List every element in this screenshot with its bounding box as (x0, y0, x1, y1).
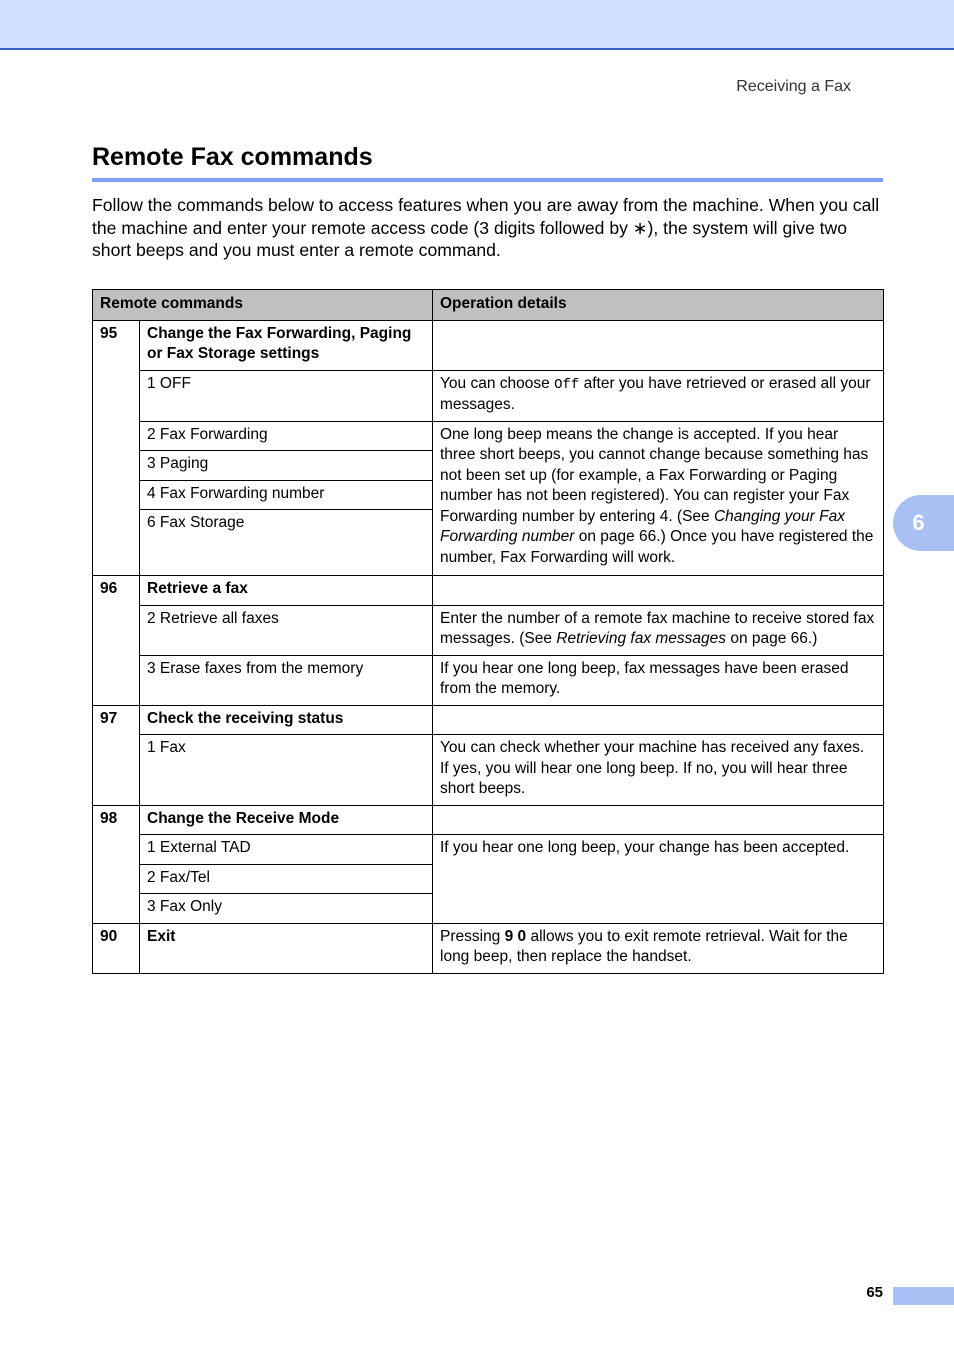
details-text: allows you to exit remote retrieval. Wait for the long beep, then replace the handset. (440, 927, 848, 965)
details-text: Pressing (440, 927, 505, 945)
key-sequence: 9 0 (504, 927, 527, 945)
page-number-band (893, 1287, 954, 1305)
command-title: Check the receiving status (140, 705, 433, 735)
table-row (93, 421, 884, 451)
table-row (93, 655, 884, 705)
command-title: Exit (140, 923, 433, 973)
table-row (93, 735, 884, 806)
details-cell: You can check whether your machine has received any faxes. If yes, you will hear one long beep. If no, you will hear three short beeps. (433, 735, 884, 806)
command-title: Change the Fax Forwarding, Paging or Fax Storage settings (140, 320, 433, 370)
command-title: Retrieve a fax (140, 576, 433, 606)
details-cell: If you hear one long beep, your change has been accepted. (433, 835, 884, 924)
details-text: on page 66.) (726, 630, 818, 647)
command-option: 1 External TAD (140, 835, 433, 865)
command-code: 98 (93, 805, 140, 923)
command-title: Change the Receive Mode (140, 805, 433, 835)
command-option: 6 Fax Storage (140, 510, 433, 576)
command-code: 95 (93, 320, 140, 576)
intro-paragraph: Follow the commands below to access features when you are away from the machine. When you call the machine and enter your remote access code (3 digits followed by ∗), the system will give two short beeps and you must enter a remote command. (92, 195, 880, 260)
table-row (93, 605, 884, 655)
cross-reference: Retrieving fax messages (556, 630, 727, 647)
command-option: 3 Erase faxes from the memory (140, 655, 433, 705)
cross-reference: Changing your Fax Forwarding number (440, 507, 845, 545)
table-row (93, 805, 884, 835)
details-cell (433, 705, 884, 735)
details-cell (433, 370, 884, 421)
details-cell (433, 576, 884, 606)
command-option: 2 Fax Forwarding (140, 421, 433, 451)
details-cell (433, 805, 884, 835)
header-remote-commands: Remote commands (93, 290, 433, 321)
details-text: on page 66.) Once you have registered the number, Fax Forwarding will work. (440, 528, 874, 566)
top-color-band (0, 0, 954, 50)
details-text: after you have retrieved or erased all your messages. (440, 374, 871, 413)
command-option: 3 Fax Only (140, 894, 433, 924)
table-row (93, 705, 884, 735)
command-option: 3 Paging (140, 451, 433, 481)
header-operation-details: Operation details (433, 290, 884, 321)
running-header: Receiving a Fax (736, 78, 851, 95)
table-row (93, 370, 884, 421)
command-option: 1 OFF (140, 370, 433, 421)
details-cell (433, 421, 884, 576)
command-code: 90 (93, 923, 140, 973)
table-header-row (93, 290, 884, 321)
details-text: One long beep means the change is accepted. If you hear three short beeps, you cannot change because something has not been set up (for example, a Fax Forwarding or Paging number has not been registered). You can register your Fax Forwarding number by entering 4. (See (440, 425, 869, 525)
details-cell (433, 320, 884, 370)
table-row (93, 923, 884, 973)
details-cell: If you hear one long beep, fax messages have been erased from the memory. (433, 655, 884, 705)
off-setting-code: Off (554, 376, 580, 393)
command-option: 2 Fax/Tel (140, 864, 433, 894)
table-row (93, 320, 884, 370)
details-text: You can choose (440, 374, 555, 392)
command-code: 96 (93, 576, 140, 706)
chapter-tab: 6 (893, 495, 954, 551)
command-option: 1 Fax (140, 735, 433, 806)
section-title: Remote Fax commands (92, 143, 373, 171)
command-option: 4 Fax Forwarding number (140, 480, 433, 510)
remote-commands-table (92, 289, 884, 974)
title-underline (92, 178, 883, 182)
table-row (93, 576, 884, 606)
details-text: Enter the number of a remote fax machine to receive stored fax messages. (See (440, 609, 875, 647)
command-code: 97 (93, 705, 140, 805)
details-cell (433, 923, 884, 973)
table-row (93, 835, 884, 865)
command-option: 2 Retrieve all faxes (140, 605, 433, 655)
page-number: 65 (866, 1284, 883, 1301)
details-cell (433, 605, 884, 655)
